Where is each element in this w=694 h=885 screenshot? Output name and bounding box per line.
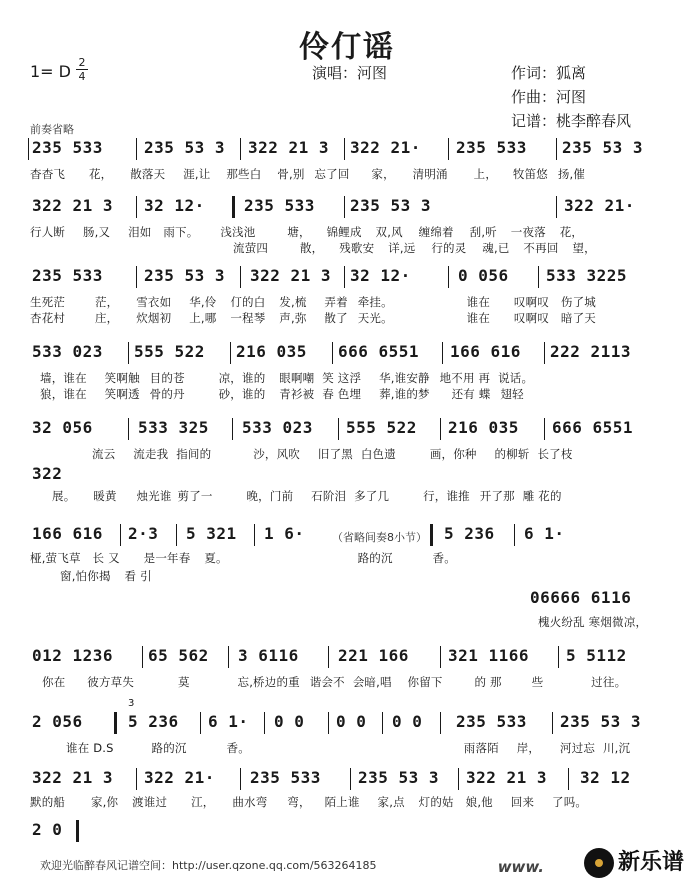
measure: 533 3225 bbox=[546, 266, 628, 285]
barline bbox=[28, 138, 29, 160]
lyric: 浅浅池 bbox=[220, 225, 256, 239]
barline bbox=[264, 712, 265, 734]
watermark-text: www. bbox=[497, 858, 544, 876]
lyric: 葬,谁的梦 bbox=[379, 387, 430, 401]
lyric: 详,远 bbox=[388, 241, 416, 255]
measure: 3 6116 bbox=[238, 646, 299, 665]
lyric: 川,沉 bbox=[602, 741, 631, 755]
lyric: 说话。 bbox=[498, 371, 534, 385]
barline bbox=[176, 524, 177, 546]
lyric: 散落天 bbox=[130, 167, 166, 181]
lyric: 晚，门前 bbox=[246, 489, 294, 503]
lyric: 画，你种 bbox=[429, 447, 477, 461]
measure: 322 21 3 bbox=[466, 768, 548, 787]
measure: 6 1· bbox=[524, 524, 565, 543]
lyric: 流云 bbox=[92, 447, 116, 461]
lyric: 了吗。 bbox=[552, 795, 588, 809]
lyric: 茫， bbox=[94, 295, 119, 309]
barline bbox=[240, 266, 241, 288]
lyric: 发,梳 bbox=[279, 295, 307, 309]
measure: 322 21 3 bbox=[32, 768, 114, 787]
measure: 012 1236 bbox=[32, 646, 114, 665]
lyric: 不再回 bbox=[523, 241, 559, 255]
lyric: 彼方草失 bbox=[87, 675, 135, 689]
barline bbox=[328, 712, 329, 734]
lyric: 刮,听 bbox=[469, 225, 497, 239]
lyric: 雨落陌 bbox=[463, 741, 499, 755]
measure: 32 12 bbox=[580, 768, 631, 787]
barline bbox=[230, 342, 231, 364]
lyric: 些 bbox=[531, 675, 544, 689]
lyric: 双,风 bbox=[375, 225, 403, 239]
lyric-line bbox=[30, 550, 456, 566]
barline bbox=[440, 418, 441, 440]
lyric: 杳杳飞 bbox=[30, 167, 66, 181]
lyric: 暗了天 bbox=[560, 311, 596, 325]
measure: 0 0 bbox=[274, 712, 305, 731]
lyric: 地不用 再 bbox=[439, 371, 491, 385]
measure: 65 562 bbox=[148, 646, 209, 665]
measure: 235 53 3 bbox=[144, 266, 226, 285]
measure: 235 53 3 bbox=[358, 768, 440, 787]
lyric: 渡谁过 bbox=[132, 795, 168, 809]
lyric: 曲水弯 bbox=[232, 795, 268, 809]
lyric-line bbox=[52, 488, 562, 504]
lyric: 还有 蝶 bbox=[451, 387, 491, 401]
barline bbox=[448, 138, 449, 160]
barline bbox=[344, 138, 345, 160]
song-title: 伶仃谣 bbox=[299, 30, 395, 65]
lyric: 夏。 bbox=[204, 551, 228, 565]
lyric-line bbox=[538, 614, 647, 630]
measure: 5 321 bbox=[186, 524, 237, 543]
lyric: 一程琴 bbox=[230, 311, 266, 325]
lyric: 花， bbox=[559, 225, 584, 239]
measure: 32 12· bbox=[144, 196, 205, 215]
lyric: 长了枝 bbox=[537, 447, 573, 461]
lyric: 沙，风吹 bbox=[253, 447, 301, 461]
lyric: 牧笛悠 bbox=[512, 167, 548, 181]
lyric: 陌上谁 bbox=[324, 795, 360, 809]
lyric: 河过忘 bbox=[560, 741, 596, 755]
barline bbox=[382, 712, 383, 734]
lyric: 默的船 bbox=[30, 795, 66, 809]
barline bbox=[136, 138, 137, 160]
measure: 216 035 bbox=[448, 418, 519, 437]
lyric: 路的沉 bbox=[357, 551, 393, 565]
lyric: 娘,他 bbox=[465, 795, 493, 809]
lyric: 锦鲤成 bbox=[326, 225, 362, 239]
lyric-line bbox=[30, 310, 596, 326]
lyric: 行人断 bbox=[30, 225, 66, 239]
lyric: 声,弥 bbox=[279, 311, 307, 325]
lyric: 残歌安 bbox=[339, 241, 375, 255]
lyric: 你留下 bbox=[407, 675, 443, 689]
barline bbox=[200, 712, 201, 734]
lyric: 肠,又 bbox=[82, 225, 111, 239]
lyric: 杏花村 bbox=[30, 311, 66, 325]
composer-credit: 作曲：河图 bbox=[511, 88, 587, 106]
lyric: 散， bbox=[299, 241, 324, 255]
measure: 322 21· bbox=[144, 768, 215, 787]
lyric: 谁在 bbox=[466, 311, 491, 325]
lyric: 剪了一 bbox=[177, 489, 213, 503]
measure: 166 616 bbox=[450, 342, 521, 361]
record-disc-icon bbox=[584, 848, 614, 878]
barline bbox=[136, 196, 137, 218]
lyric-line bbox=[66, 740, 630, 756]
barline bbox=[142, 646, 143, 668]
final-barline bbox=[76, 820, 79, 842]
lyric: 翅轻 bbox=[500, 387, 524, 401]
repeat-barline bbox=[114, 712, 117, 734]
lyric: 石阶泪 bbox=[311, 489, 347, 503]
lyric: 旧了黑 bbox=[317, 447, 353, 461]
lyric-line bbox=[30, 294, 596, 310]
measure: 321 1166 bbox=[448, 646, 530, 665]
barline bbox=[332, 342, 333, 364]
lyric: 砂，谁的 bbox=[218, 387, 266, 401]
lyric: 上， bbox=[473, 167, 498, 181]
barline bbox=[556, 138, 557, 160]
lyric: 魂,已 bbox=[482, 241, 510, 255]
measure: 32 12· bbox=[350, 266, 411, 285]
lyric: 扬,催 bbox=[557, 167, 586, 181]
lyric: 仃的白 bbox=[230, 295, 266, 309]
volta-bracket-number: 3 bbox=[128, 698, 135, 709]
barline bbox=[338, 418, 339, 440]
repeat-end-barline bbox=[430, 524, 433, 546]
lyric: 骨,别 bbox=[277, 167, 305, 181]
lyric-line bbox=[40, 370, 533, 386]
measure: 322 21· bbox=[564, 196, 635, 215]
lyric: 家,点 bbox=[377, 795, 405, 809]
lyric: 泪如 bbox=[128, 225, 152, 239]
lyric-line bbox=[40, 386, 524, 402]
barline bbox=[350, 768, 351, 790]
lyric: 墙，谁在 bbox=[40, 371, 87, 385]
lyric: 上,哪 bbox=[189, 311, 217, 325]
lyric: 华,伶 bbox=[189, 295, 217, 309]
lyricist-credit: 作词：狐离 bbox=[511, 64, 587, 82]
lyric: 桠,萤飞草 bbox=[30, 551, 81, 565]
lyric: 香。 bbox=[226, 741, 250, 755]
measure: 533 023 bbox=[32, 342, 103, 361]
lyric: 你在 bbox=[42, 675, 66, 689]
lyric: 叹啊叹 bbox=[513, 295, 550, 309]
key-signature: 1= D bbox=[30, 62, 71, 81]
barline bbox=[228, 646, 229, 668]
barline bbox=[240, 138, 241, 160]
barline bbox=[232, 418, 233, 440]
lyric: 望， bbox=[572, 241, 596, 255]
lyric: 雨下。 bbox=[163, 225, 199, 239]
lyric: 岸， bbox=[516, 741, 541, 755]
lyric: 过往。 bbox=[591, 675, 627, 689]
lyric: 生死茫 bbox=[30, 295, 66, 309]
barline bbox=[344, 196, 345, 218]
lyric: 缠绵着 bbox=[418, 225, 454, 239]
measure: 235 533 bbox=[456, 138, 527, 157]
lyric: 青衫被 bbox=[279, 387, 315, 401]
measure: 6 1· bbox=[208, 712, 249, 731]
lyric: 香。 bbox=[432, 551, 456, 565]
barline bbox=[558, 646, 559, 668]
measure: 555 522 bbox=[134, 342, 205, 361]
lyric: 凉，谁的 bbox=[218, 371, 266, 385]
lyric: 忘,桥边的重 bbox=[237, 675, 300, 689]
lyric-line bbox=[60, 568, 152, 584]
barline bbox=[448, 266, 449, 288]
lyric: 回来 bbox=[510, 795, 535, 809]
lyric: 暖黄 bbox=[93, 489, 117, 503]
barline bbox=[458, 768, 459, 790]
measure: 322 bbox=[32, 464, 63, 483]
lyric: 长 又 bbox=[92, 551, 120, 565]
barline bbox=[328, 646, 329, 668]
lyric: 笑啊触 bbox=[104, 371, 140, 385]
lyric: 弄着 bbox=[324, 295, 348, 309]
lyric: 窗,怕你揭 bbox=[60, 569, 111, 583]
barline bbox=[514, 524, 515, 546]
lyric: 目的苍 bbox=[149, 371, 185, 385]
lyric: 伤了城 bbox=[560, 295, 596, 309]
barline bbox=[544, 418, 545, 440]
measure: 32 056 bbox=[32, 418, 93, 437]
lyric: 塘， bbox=[287, 225, 311, 239]
lyric: 江， bbox=[191, 795, 215, 809]
barline bbox=[552, 712, 553, 734]
lyric: 一夜落 bbox=[510, 225, 546, 239]
barline bbox=[568, 768, 569, 790]
measure: 322 21 3 bbox=[250, 266, 332, 285]
lyric: 流走我 bbox=[133, 447, 169, 461]
lyric: 谁在 D.S bbox=[66, 741, 114, 755]
lyric: 狼，谁在 bbox=[40, 387, 87, 401]
measure: 0 056 bbox=[458, 266, 509, 285]
lyric-line bbox=[30, 224, 583, 240]
time-signature bbox=[76, 57, 88, 82]
lyric: 灯的姑 bbox=[418, 795, 454, 809]
lyric: 炊烟初 bbox=[136, 311, 172, 325]
barline bbox=[544, 342, 545, 364]
barline bbox=[136, 768, 137, 790]
measure: 533 023 bbox=[242, 418, 313, 437]
measure: 0 0 bbox=[336, 712, 367, 731]
measure: 235 53 3 bbox=[144, 138, 226, 157]
measure: 216 035 bbox=[236, 342, 307, 361]
lyric: 天光。 bbox=[357, 311, 393, 325]
measure: 221 166 bbox=[338, 646, 409, 665]
measure: 235 533 bbox=[32, 138, 103, 157]
barline bbox=[442, 342, 443, 364]
lyric: 家， bbox=[371, 167, 395, 181]
measure: 0 0 bbox=[392, 712, 423, 731]
lyric: 清明涌 bbox=[412, 167, 448, 181]
lyric: 家,你 bbox=[90, 795, 119, 809]
lyric: 笑 这浮 bbox=[322, 371, 362, 385]
lyric: 忘了回 bbox=[314, 167, 350, 181]
barline bbox=[136, 266, 137, 288]
lyric: 雕 花的 bbox=[522, 489, 562, 503]
measure: 533 325 bbox=[138, 418, 209, 437]
measure: 235 533 bbox=[244, 196, 315, 215]
lyric: 槐火纷乱 寒烟微凉， bbox=[538, 615, 648, 629]
barline bbox=[254, 524, 255, 546]
lyric: 行的灵 bbox=[431, 241, 467, 255]
barline bbox=[440, 646, 441, 668]
lyric: 骨的丹 bbox=[149, 387, 185, 401]
lyric: 会暗,唱 bbox=[352, 675, 392, 689]
footer-visit-text: 欢迎光临醉春风记谱空间：http://user.qzone.qq.com/563264185 bbox=[40, 859, 377, 872]
measure: 5 236 bbox=[444, 524, 495, 543]
measure: 322 21 3 bbox=[32, 196, 114, 215]
lyric: 散了 bbox=[324, 311, 348, 325]
lyric: 叹啊叹 bbox=[513, 311, 550, 325]
measure: 2·3 bbox=[128, 524, 159, 543]
lyric: 的 那 bbox=[474, 675, 502, 689]
measure: 2 0 bbox=[32, 820, 63, 839]
measure: 235 533 bbox=[456, 712, 527, 731]
barline bbox=[556, 196, 557, 218]
repeat-start-barline bbox=[232, 196, 235, 218]
lyric: 那些白 bbox=[226, 167, 262, 181]
barline bbox=[128, 418, 129, 440]
site-logo bbox=[584, 845, 684, 878]
barline bbox=[240, 768, 241, 790]
time-sig-bottom: 4 bbox=[78, 70, 86, 83]
measure: 5 236 bbox=[128, 712, 179, 731]
lyric-line bbox=[30, 794, 587, 810]
barline bbox=[120, 524, 121, 546]
measure: 222 2113 bbox=[550, 342, 632, 361]
measure: 235 53 3 bbox=[560, 712, 642, 731]
lyric-line bbox=[42, 674, 626, 690]
lyric: 路的沉 bbox=[151, 741, 187, 755]
barline bbox=[128, 342, 129, 364]
lyric-line bbox=[233, 240, 596, 256]
measure: 235 533 bbox=[32, 266, 103, 285]
measure: 06666 6116 bbox=[530, 588, 632, 607]
lyric: 牵挂。 bbox=[357, 295, 393, 309]
measure: 666 6551 bbox=[338, 342, 420, 361]
measure: 2 056 bbox=[32, 712, 83, 731]
measure: 322 21 3 bbox=[248, 138, 330, 157]
lyric: 春 色埋 bbox=[322, 387, 362, 401]
lyric: 花， bbox=[88, 167, 113, 181]
lyric: 白色遗 bbox=[360, 447, 396, 461]
measure: 235 533 bbox=[250, 768, 321, 787]
lyric: 开了那 bbox=[479, 489, 515, 503]
lyric: 行，谁推 bbox=[423, 489, 470, 503]
lyric: 指间的 bbox=[176, 447, 212, 461]
lyric: 笑啊透 bbox=[104, 387, 140, 401]
lyric: 的柳斩 bbox=[494, 447, 530, 461]
lyric: 烛光谁 bbox=[136, 489, 172, 503]
measure: 666 6551 bbox=[552, 418, 634, 437]
measure: 166 616 bbox=[32, 524, 103, 543]
intro-omitted-note: 前奏省略 bbox=[30, 123, 74, 136]
barline bbox=[538, 266, 539, 288]
lyric-line bbox=[92, 446, 573, 462]
lyric: 弯， bbox=[287, 795, 311, 809]
lyric: 谐会不 bbox=[309, 675, 345, 689]
lyric: 涯,让 bbox=[183, 167, 211, 181]
lyric: 流萤四 bbox=[233, 241, 269, 255]
lyric: 莫 bbox=[177, 675, 190, 689]
lyric: 多了几 bbox=[354, 489, 390, 503]
lyric: 眼啊嘲 bbox=[279, 371, 315, 385]
lyric: 庄， bbox=[94, 311, 119, 325]
singer-credit: 演唱：河图 bbox=[312, 64, 388, 82]
lyric: 雪衣如 bbox=[136, 295, 172, 309]
barline bbox=[440, 712, 441, 734]
logo-text: 新乐谱 bbox=[617, 850, 684, 875]
measure: 322 21· bbox=[350, 138, 421, 157]
measure: 1 6· bbox=[264, 524, 305, 543]
lyric: 看 引 bbox=[124, 569, 152, 583]
measure: 235 53 3 bbox=[562, 138, 644, 157]
lyric: 谁在 bbox=[466, 295, 491, 309]
barline bbox=[344, 266, 345, 288]
time-sig-top: 2 bbox=[78, 56, 86, 69]
lyric: 是一年春 bbox=[143, 551, 191, 565]
lyric: 展。 bbox=[52, 489, 76, 503]
measure: 5 5112 bbox=[566, 646, 627, 665]
lyric-line bbox=[30, 166, 585, 182]
lyric: 华,谁安静 bbox=[379, 371, 430, 385]
transcriber-credit: 记谱：桃李醉春风 bbox=[511, 112, 632, 130]
measure: 555 522 bbox=[346, 418, 417, 437]
measure: 235 53 3 bbox=[350, 196, 432, 215]
skip-interlude-note: （省略间奏8小节） bbox=[332, 531, 427, 544]
